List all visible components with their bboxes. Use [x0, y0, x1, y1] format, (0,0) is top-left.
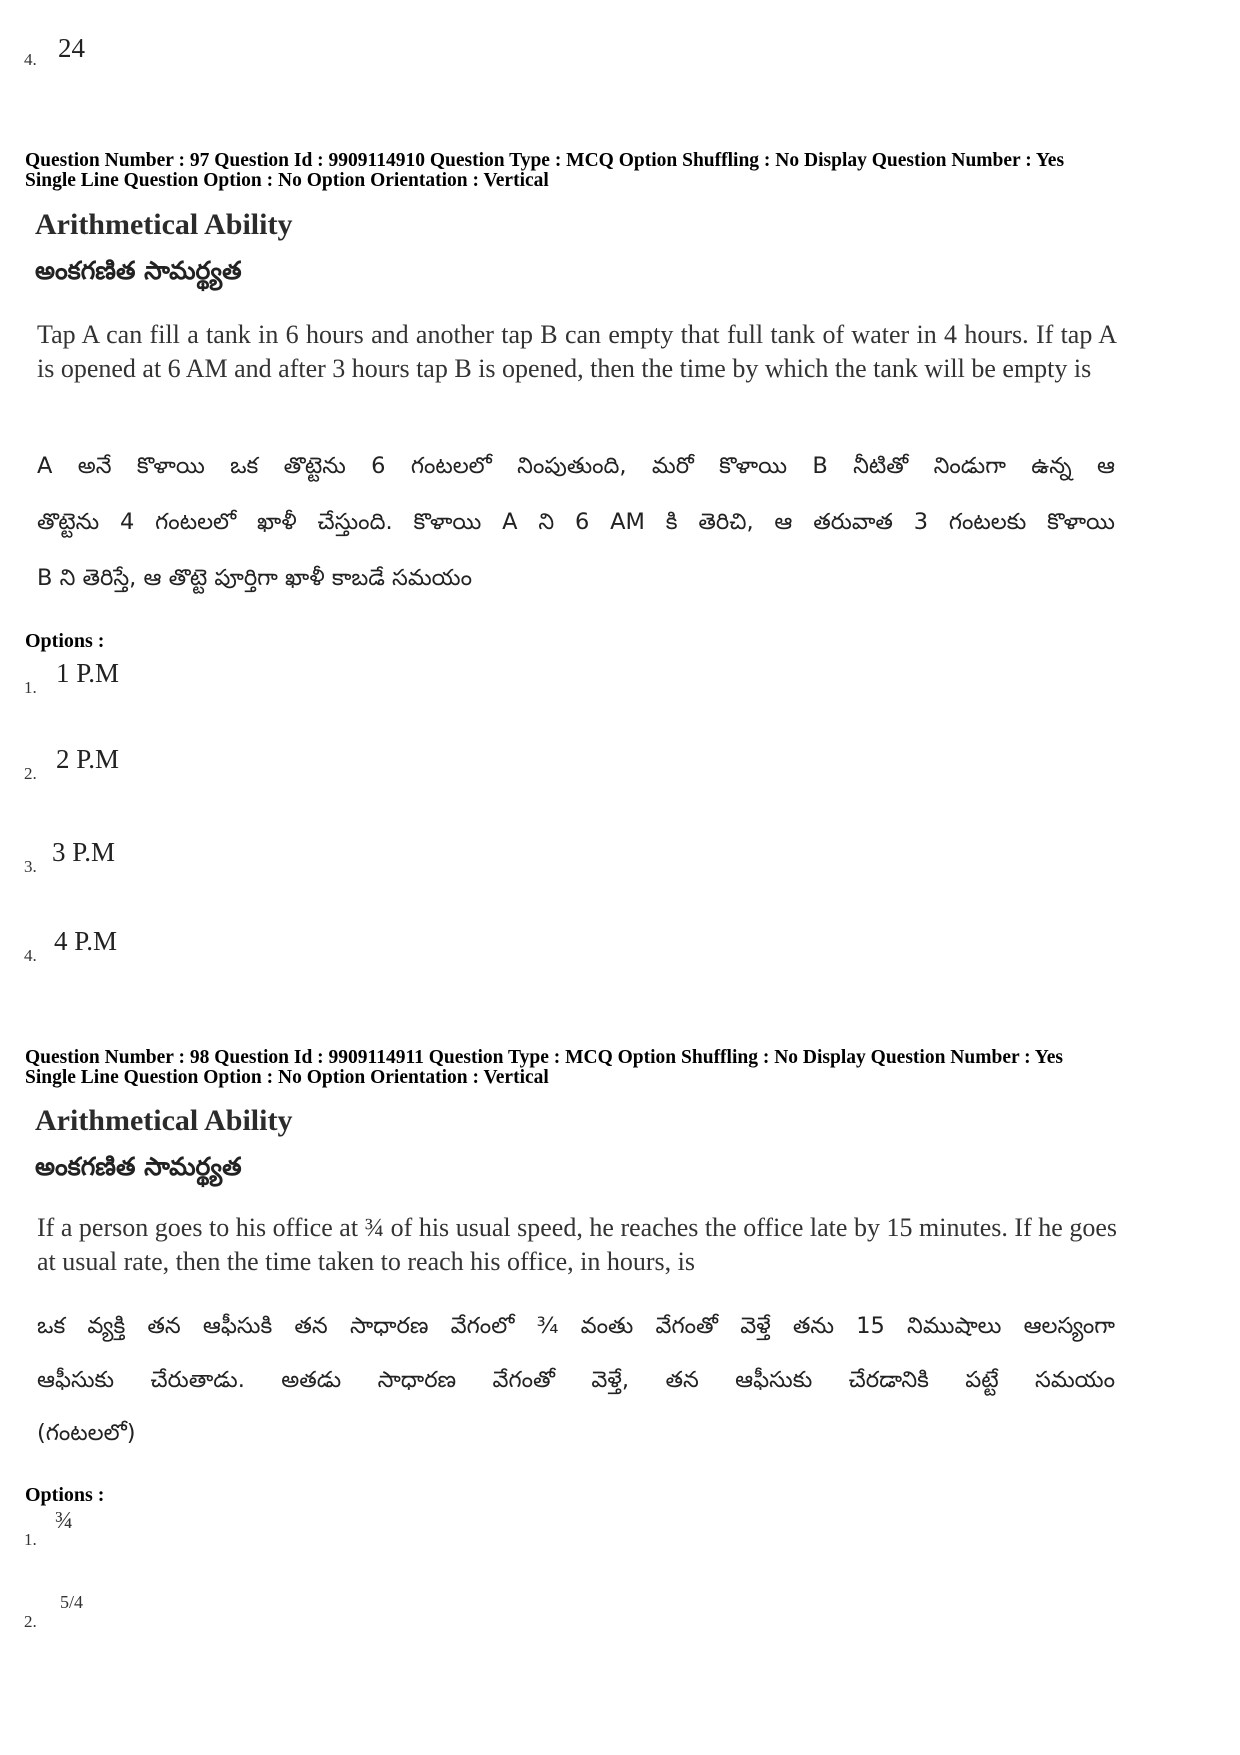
option-value: 2 P.M	[56, 744, 120, 774]
question-text-telugu-line: A అనే కొళాయి ఒక తొట్టెను 6 గంటలలో నింపుతుంది, మరో కొళాయి B నీటితో నిండుగా ఉన్న ఆ	[37, 453, 1115, 479]
subject-title-telugu: అంకగణిత సామర్థ్యత	[35, 1152, 242, 1181]
question-text-telugu-line: (గంటలలో)	[37, 1420, 136, 1446]
subject-title: Arithmetical Ability	[35, 1104, 293, 1137]
option-value: 5/4	[60, 1592, 84, 1612]
subject-title-telugu: అంకగణిత సామర్థ్యత	[35, 256, 242, 285]
option-value: 3 P.M	[52, 837, 116, 867]
option-number: 3.	[24, 857, 37, 876]
option-number: 2.	[24, 764, 37, 783]
subject-title: Arithmetical Ability	[35, 208, 293, 241]
options-label: Options :	[25, 1484, 105, 1506]
option-value: 4 P.M	[54, 926, 118, 956]
option-number: 2.	[24, 1612, 37, 1631]
question-text-telugu-line: ఆఫీసుకు చేరుతాడు. అతడు సాధారణ వేగంతో వెళ్తే, తన ఆఫీసుకు చేరడానికి పట్టే సమయం	[37, 1367, 1115, 1393]
question-text-english: Tap A can fill a tank in 6 hours and another tap B can empty that full tank of water in 4 hours. If tap A is opened at 6 AM and after 3 hours tap B is opened, then the time by which the tank will be empty is	[37, 320, 1117, 383]
option-number: 4.	[24, 50, 37, 69]
question-text-telugu-line: ఒక వ్యక్తి తన ఆఫీసుకి తన సాధారణ వేగంలో ¾ వంతు వేగంతో వెళ్తే తను 15 నిముషాలు ఆలస్యంగా	[37, 1313, 1115, 1339]
question-meta-line2: Single Line Question Option : No Option Orientation : Vertical	[25, 1067, 549, 1088]
option-number: 1.	[24, 678, 37, 697]
question-meta-line2: Single Line Question Option : No Option Orientation : Vertical	[25, 170, 549, 191]
option-value: 1 P.M	[56, 658, 120, 688]
options-label: Options :	[25, 630, 105, 652]
question-meta-line1: Question Number : 98 Question Id : 9909114911 Question Type : MCQ Option Shuffling : No Display Question Number : Yes	[25, 1047, 1063, 1068]
option-number: 4.	[24, 946, 37, 965]
question-meta-line1: Question Number : 97 Question Id : 9909114910 Question Type : MCQ Option Shuffling : No Display Question Number : Yes	[25, 150, 1065, 171]
question-text-english: If a person goes to his office at ¾ of his usual speed, he reaches the office late by 15 minutes. If he goes at usual rate, then the time taken to reach his office, in hours, is	[37, 1213, 1117, 1276]
option-value: 24	[58, 33, 85, 63]
question-text-telugu-line: తొట్టెను 4 గంటలలో ఖాళీ చేస్తుంది. కొళాయి A ని 6 AM కి తెరిచి, ఆ తరువాత 3 గంటలకు కొళాయి	[37, 509, 1115, 535]
question-text-telugu-line: B ని తెరిస్తే, ఆ తొట్టె పూర్తిగా ఖాళీ కాబడే సమయం	[37, 565, 472, 591]
option-value: ¾	[55, 1508, 73, 1534]
option-number: 1.	[24, 1530, 37, 1549]
